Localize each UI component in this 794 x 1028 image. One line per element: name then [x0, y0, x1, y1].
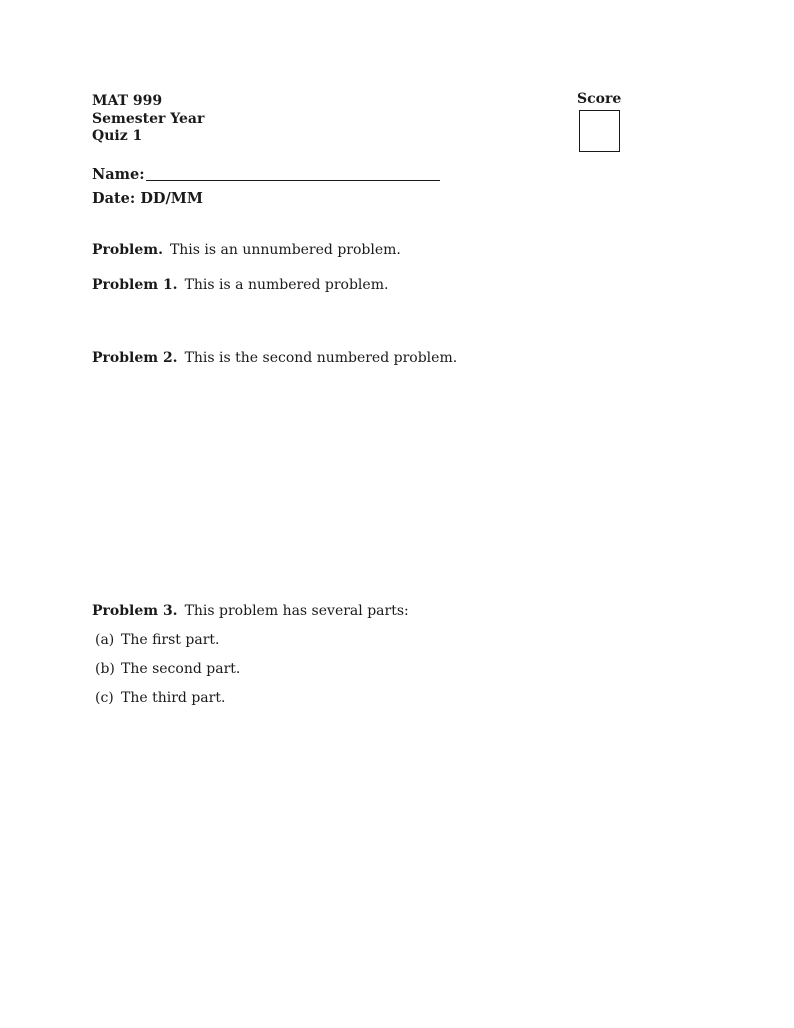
- course-code: MAT 999: [92, 93, 163, 109]
- part-a-text: The first part.: [121, 632, 220, 648]
- score-label: Score: [577, 91, 622, 107]
- part-c-text: The third part.: [121, 690, 226, 706]
- problem-3-text: This problem has several parts:: [184, 603, 409, 619]
- problem-2-text: This is the second numbered problem.: [184, 350, 458, 366]
- part-c-marker: (c): [95, 690, 114, 706]
- problem-3-part-b: [95, 661, 240, 677]
- date-label: Date:: [92, 190, 136, 207]
- problem-2: [92, 350, 457, 366]
- problem-2-label: Problem 2.: [92, 350, 178, 366]
- part-a-marker: (a): [95, 632, 115, 648]
- problem-3: [92, 603, 409, 619]
- problem-1: [92, 277, 388, 293]
- problem-unnumbered-text: This is an unnumbered problem.: [169, 242, 401, 258]
- problem-1-label: Problem 1.: [92, 277, 178, 293]
- problem-3-part-a: [95, 632, 219, 648]
- problem-3-label: Problem 3.: [92, 603, 178, 619]
- name-label: Name:: [92, 166, 145, 183]
- date-row: [92, 188, 203, 207]
- name-blank-line: [146, 180, 440, 181]
- part-b-marker: (b): [95, 661, 115, 677]
- quiz-header: [92, 93, 204, 146]
- part-b-text: The second part.: [121, 661, 241, 677]
- problem-3-part-c: [95, 690, 225, 706]
- problem-unnumbered: [92, 242, 401, 258]
- score-box: [579, 110, 620, 152]
- date-value: DD/MM: [140, 190, 203, 207]
- problem-unnumbered-label: Problem.: [92, 242, 163, 258]
- quiz-number: Quiz 1: [92, 128, 143, 144]
- problem-1-text: This is a numbered problem.: [184, 277, 389, 293]
- semester-line: Semester Year: [92, 110, 205, 127]
